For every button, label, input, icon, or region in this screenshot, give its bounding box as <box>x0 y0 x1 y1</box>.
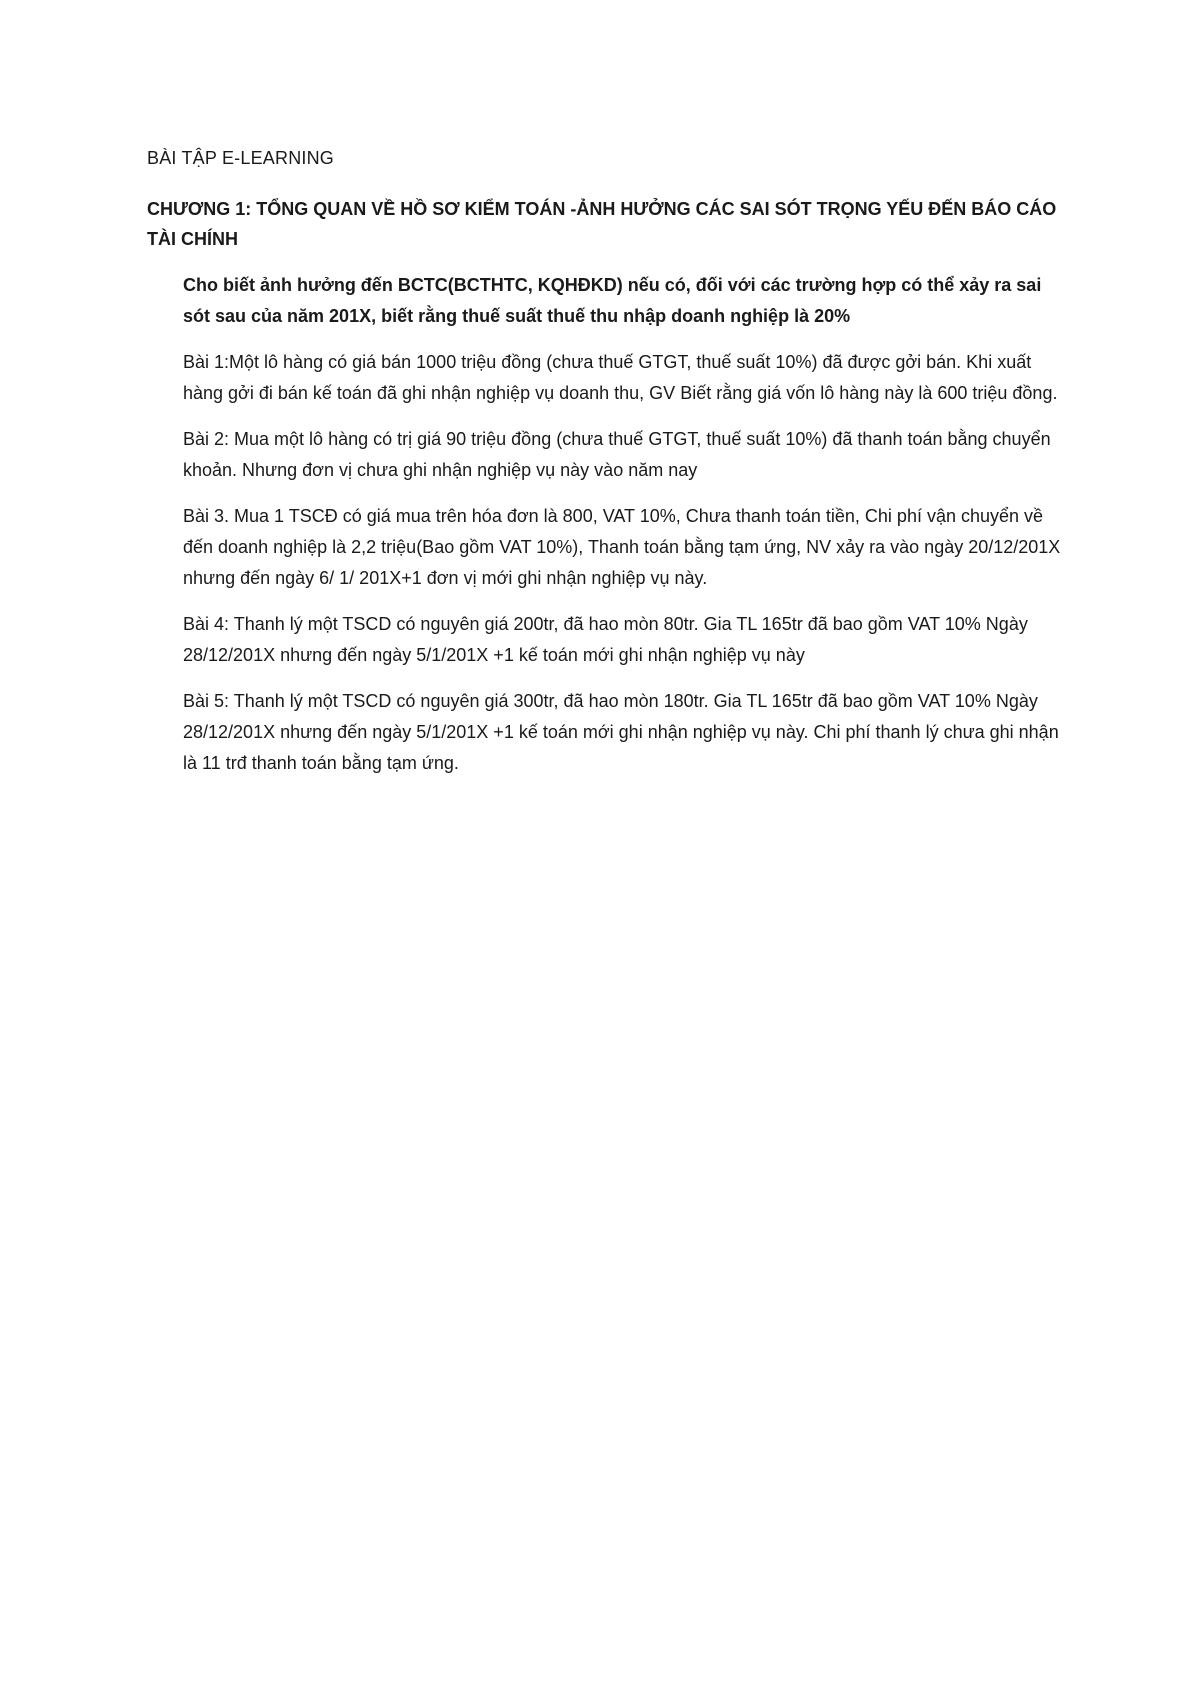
intro-paragraph: Cho biết ảnh hưởng đến BCTC(BCTHTC, KQHĐKD) nếu có, đối với các trường hợp có thể xảy ra sai sót sau của năm 201X, biết rằng thuế suất thuế thu nhập doanh nghiệp là 20% <box>183 275 1042 326</box>
document-body <box>183 270 1063 794</box>
document-label: BÀI TẬP E-LEARNING <box>147 148 334 168</box>
exercise-2: Bài 2: Mua một lô hàng có trị giá 90 triệu đồng (chưa thuế GTGT, thuế suất 10%) đã thanh toán bằng chuyển khoản. Nhưng đơn vị chưa ghi nhận nghiệp vụ này vào năm nay <box>183 429 1051 480</box>
exercise-5: Bài 5: Thanh lý một TSCD có nguyên giá 300tr, đã hao mòn 180tr. Gia TL 165tr đã bao gồm VAT 10% Ngày 28/12/201X nhưng đến ngày 5/1/201X +1 kế toán mới ghi nhận nghiệp vụ này. Chi phí thanh lý chưa ghi nhận là 11 trđ thanh toán bằng tạm ứng. <box>183 691 1059 773</box>
exercise-1: Bài 1:Một lô hàng có giá bán 1000 triệu đồng (chưa thuế GTGT, thuế suất 10%) đã được gởi bán. Khi xuất hàng gởi đi bán kế toán đã ghi nhận nghiệp vụ doanh thu, GV Biết rằng giá vốn lô hàng này là 600 triệu đồng. <box>183 352 1058 403</box>
exercise-3: Bài 3. Mua 1 TSCĐ có giá mua trên hóa đơn là 800, VAT 10%, Chưa thanh toán tiền, Chi phí vận chuyển về đến doanh nghiệp là 2,2 triệu(Bao gồm VAT 10%), Thanh toán bằng tạm ứng, NV xảy ra vào ngày 20/12/201X nhưng đến ngày 6/ 1/ 201X+1 đơn vị mới ghi nhận nghiệp vụ này. <box>183 506 1061 588</box>
chapter-title: CHƯƠNG 1: TỔNG QUAN VỀ HỒ SƠ KIỂM TOÁN -ẢNH HƯỞNG CÁC SAI SÓT TRỌNG YẾU ĐẾN BÁO CÁO TÀI CHÍNH <box>147 199 1057 249</box>
exercise-4: Bài 4: Thanh lý một TSCD có nguyên giá 200tr, đã hao mòn 80tr. Gia TL 165tr đã bao gồm VAT 10% Ngày 28/12/201X nhưng đến ngày 5/1/201X +1 kế toán mới ghi nhận nghiệp vụ này <box>183 614 1028 665</box>
